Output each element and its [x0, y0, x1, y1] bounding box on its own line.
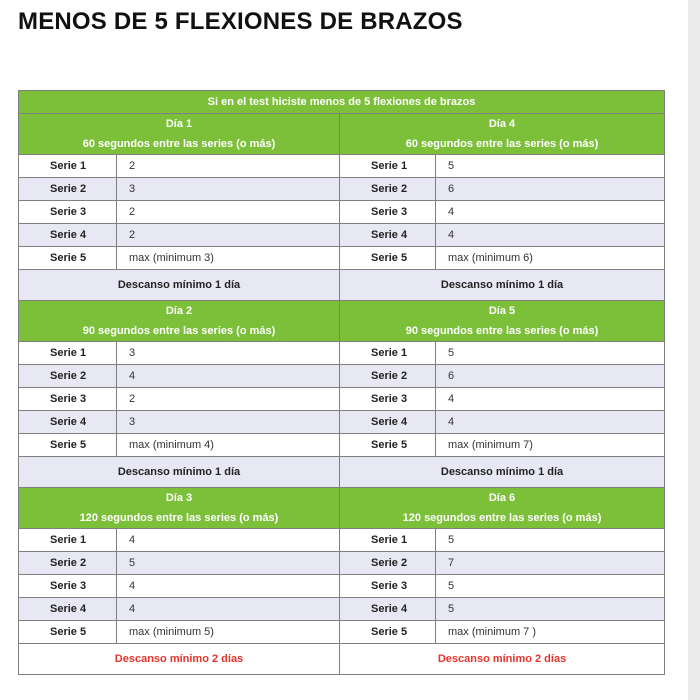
serie-label-left: Serie 4: [19, 411, 117, 434]
serie-reps-left: 4: [117, 598, 340, 621]
rest-interval-label: 90 segundos entre las series (o más): [405, 325, 599, 337]
rest-interval-label: 120 segundos entre las series (o más): [79, 512, 279, 524]
serie-reps-right: 7: [436, 552, 665, 575]
serie-label-left: Serie 3: [19, 575, 117, 598]
day-header-right: [340, 114, 665, 155]
serie-label-left: Serie 4: [19, 598, 117, 621]
serie-label-right: Serie 4: [340, 598, 436, 621]
serie-reps-left: 2: [117, 224, 340, 247]
day-label: Día 4: [488, 118, 516, 130]
serie-reps-right: 4: [436, 411, 665, 434]
serie-reps-right: 6: [436, 365, 665, 388]
serie-label-right: Serie 4: [340, 224, 436, 247]
serie-label-right: Serie 5: [340, 621, 436, 644]
table-row: [19, 411, 665, 434]
rest-day-right: Descanso mínimo 1 día: [340, 270, 665, 301]
workout-table: [18, 90, 665, 675]
serie-reps-left: 3: [117, 178, 340, 201]
serie-reps-right: max (minimum 6): [436, 247, 665, 270]
table-header-row: [19, 91, 665, 114]
rest-day-left: Descanso mínimo 2 días: [19, 644, 340, 675]
serie-reps-right: 5: [436, 342, 665, 365]
day-header-right: [340, 488, 665, 529]
serie-label-right: Serie 1: [340, 155, 436, 178]
serie-label-right: Serie 1: [340, 529, 436, 552]
serie-reps-left: 3: [117, 342, 340, 365]
serie-reps-left: max (minimum 4): [117, 434, 340, 457]
serie-reps-right: 4: [436, 388, 665, 411]
rest-day-left: Descanso mínimo 1 día: [19, 270, 340, 301]
serie-label-right: Serie 2: [340, 178, 436, 201]
serie-reps-right: 5: [436, 529, 665, 552]
serie-reps-right: max (minimum 7): [436, 434, 665, 457]
serie-label-right: Serie 1: [340, 342, 436, 365]
day-header-row: [19, 114, 665, 155]
serie-label-left: Serie 5: [19, 247, 117, 270]
serie-reps-right: max (minimum 7 ): [436, 621, 665, 644]
day-header-left: [19, 114, 340, 155]
serie-reps-left: 3: [117, 411, 340, 434]
serie-reps-right: 5: [436, 575, 665, 598]
serie-label-left: Serie 1: [19, 155, 117, 178]
rest-day-right: Descanso mínimo 2 días: [340, 644, 665, 675]
rest-day-right: Descanso mínimo 1 día: [340, 457, 665, 488]
day-label: Día 3: [165, 492, 193, 504]
serie-label-right: Serie 5: [340, 247, 436, 270]
day-header-row: [19, 488, 665, 529]
rest-interval-label: 90 segundos entre las series (o más): [82, 325, 276, 337]
rest-interval-label: 60 segundos entre las series (o más): [82, 138, 276, 150]
serie-label-left: Serie 1: [19, 342, 117, 365]
serie-reps-left: max (minimum 5): [117, 621, 340, 644]
serie-label-right: Serie 2: [340, 552, 436, 575]
table-row: [19, 621, 665, 644]
serie-reps-left: 4: [117, 365, 340, 388]
serie-label-left: Serie 2: [19, 178, 117, 201]
serie-label-left: Serie 5: [19, 434, 117, 457]
table-row: [19, 434, 665, 457]
day-label: Día 1: [165, 118, 193, 130]
serie-label-right: Serie 4: [340, 411, 436, 434]
table-row: [19, 201, 665, 224]
rest-day-left: Descanso mínimo 1 día: [19, 457, 340, 488]
day-header-right: [340, 301, 665, 342]
serie-label-left: Serie 4: [19, 224, 117, 247]
serie-reps-left: 2: [117, 155, 340, 178]
serie-label-right: Serie 3: [340, 388, 436, 411]
table-header: Si en el test hiciste menos de 5 flexiones de brazos: [19, 91, 665, 114]
table-row: [19, 598, 665, 621]
table-row: [19, 575, 665, 598]
serie-reps-left: max (minimum 3): [117, 247, 340, 270]
table-row: [19, 155, 665, 178]
day-header-left: [19, 488, 340, 529]
serie-label-left: Serie 1: [19, 529, 117, 552]
table-row: [19, 342, 665, 365]
workout-table-container: [18, 90, 664, 675]
serie-reps-right: 5: [436, 155, 665, 178]
serie-label-right: Serie 3: [340, 575, 436, 598]
table-row: [19, 365, 665, 388]
serie-reps-left: 4: [117, 529, 340, 552]
serie-label-left: Serie 5: [19, 621, 117, 644]
serie-label-left: Serie 3: [19, 201, 117, 224]
serie-label-right: Serie 5: [340, 434, 436, 457]
page-scrollbar-track[interactable]: [688, 0, 700, 700]
serie-label-right: Serie 3: [340, 201, 436, 224]
serie-reps-right: 4: [436, 224, 665, 247]
day-label: Día 6: [488, 492, 516, 504]
serie-label-right: Serie 2: [340, 365, 436, 388]
table-row: [19, 247, 665, 270]
table-row: [19, 388, 665, 411]
table-row: [19, 552, 665, 575]
day-header-row: [19, 301, 665, 342]
rest-interval-label: 120 segundos entre las series (o más): [402, 512, 602, 524]
rest-row: [19, 644, 665, 675]
serie-reps-left: 2: [117, 388, 340, 411]
day-label: Día 5: [488, 305, 516, 317]
serie-label-left: Serie 2: [19, 365, 117, 388]
day-header-left: [19, 301, 340, 342]
serie-reps-right: 5: [436, 598, 665, 621]
table-row: [19, 178, 665, 201]
serie-label-left: Serie 3: [19, 388, 117, 411]
table-row: [19, 529, 665, 552]
serie-reps-left: 4: [117, 575, 340, 598]
serie-reps-left: 5: [117, 552, 340, 575]
rest-row: [19, 457, 665, 488]
page-title: MENOS DE 5 FLEXIONES DE BRAZOS: [18, 8, 463, 35]
serie-reps-right: 6: [436, 178, 665, 201]
day-label: Día 2: [165, 305, 193, 317]
serie-reps-left: 2: [117, 201, 340, 224]
table-row: [19, 224, 665, 247]
rest-interval-label: 60 segundos entre las series (o más): [405, 138, 599, 150]
serie-reps-right: 4: [436, 201, 665, 224]
serie-label-left: Serie 2: [19, 552, 117, 575]
rest-row: [19, 270, 665, 301]
